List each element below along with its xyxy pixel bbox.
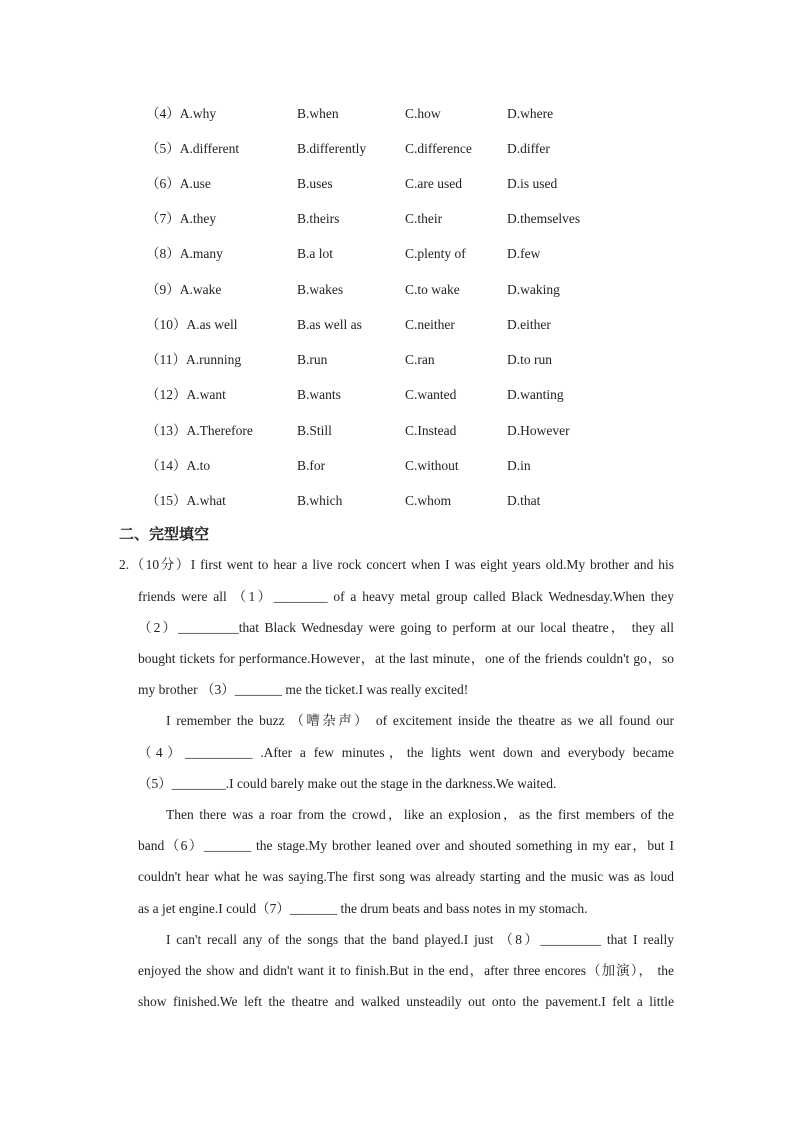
option-c: C.whom [405, 493, 452, 508]
option-a: （4）A.why [146, 106, 217, 121]
option-row-8 [0, 243, 794, 265]
option-row-9 [0, 279, 794, 301]
passage-line: couldn't hear what he was saying.The first song was already starting and the music was as loud [138, 869, 674, 884]
option-row-12 [0, 384, 794, 406]
option-a: （10）A.as well [146, 317, 238, 332]
passage-line: I can't recall any of the songs that the band played.I just （8）_________ that I really [166, 932, 674, 947]
passage-line: （4）__________ .After a few minutes，the lights went down and everybody became [138, 745, 674, 760]
option-d: D.However [507, 423, 570, 438]
option-a: （7）A.they [146, 211, 217, 226]
option-a: （15）A.what [146, 493, 226, 508]
option-c: C.neither [405, 317, 455, 332]
option-c: C.without [405, 458, 459, 473]
option-c: C.plenty of [405, 246, 466, 261]
option-c: C.Instead [405, 423, 457, 438]
passage-line: band（6）_______ the stage.My brother leaned over and shouted something in my ear，but I [138, 838, 674, 853]
option-row-6 [0, 173, 794, 195]
passage-line: my brother （3）_______ me the ticket.I was really excited! [138, 682, 469, 697]
option-c: C.to wake [405, 282, 460, 297]
option-row-4 [0, 103, 794, 125]
passage-line: bought tickets for performance.However，at the last minute，one of the friends couldn't go，so [138, 651, 674, 666]
option-d: D.in [507, 458, 531, 473]
option-b: B.differently [297, 141, 367, 156]
option-row-5 [0, 138, 794, 160]
option-b: B.uses [297, 176, 333, 191]
option-b: B.run [297, 352, 328, 367]
option-b: B.for [297, 458, 326, 473]
option-c: C.ran [405, 352, 435, 367]
option-a: （9）A.wake [146, 282, 222, 297]
option-d: D.where [507, 106, 554, 121]
option-row-13 [0, 420, 794, 442]
option-c: C.difference [405, 141, 472, 156]
option-row-11 [0, 349, 794, 371]
option-d: D.that [507, 493, 541, 508]
passage-line: 2.（10分）I first went to hear a live rock concert when I was eight years old.My brother and his [119, 557, 674, 572]
option-d: D.is used [507, 176, 558, 191]
passage-line: as a jet engine.I could（7）_______ the drum beats and bass notes in my stomach. [138, 901, 588, 916]
passage-line: I remember the buzz （嘈杂声） of excitement inside the theatre as we all found our [166, 713, 674, 728]
option-a: （13）A.Therefore [146, 423, 253, 438]
option-c: C.how [405, 106, 441, 121]
option-c: C.are used [405, 176, 462, 191]
passage-line: friends were all （1）________ of a heavy metal group called Black Wednesday.When they [138, 589, 674, 604]
option-b: B.Still [297, 423, 332, 438]
passage-line: show finished.We left the theatre and walked unsteadily out onto the pavement.I felt a little [138, 994, 674, 1009]
option-b: B.as well as [297, 317, 362, 332]
option-a: （12）A.want [146, 387, 226, 402]
option-a: （11）A.running [146, 352, 242, 367]
option-b: B.which [297, 493, 343, 508]
option-d: D.waking [507, 282, 560, 297]
option-row-7 [0, 208, 794, 230]
option-row-14 [0, 455, 794, 477]
option-d: D.to run [507, 352, 552, 367]
option-d: D.themselves [507, 211, 581, 226]
passage-line: （5）________.I could barely make out the stage in the darkness.We waited. [138, 776, 557, 791]
passage-line: （2）_________that Black Wednesday were going to perform at our local theatre， they all [138, 620, 674, 635]
option-row-10 [0, 314, 794, 336]
option-d: D.differ [507, 141, 550, 156]
passage-line: enjoyed the show and didn't want it to finish.But in the end，after three encores（加演）， the [138, 963, 674, 978]
option-a: （14）A.to [146, 458, 211, 473]
option-b: B.a lot [297, 246, 333, 261]
option-d: D.few [507, 246, 541, 261]
option-d: D.either [507, 317, 551, 332]
option-a: （6）A.use [146, 176, 211, 191]
option-c: C.their [405, 211, 443, 226]
option-c: C.wanted [405, 387, 457, 402]
option-a: （5）A.different [146, 141, 240, 156]
option-a: （8）A.many [146, 246, 223, 261]
option-b: B.when [297, 106, 339, 121]
section-title: 二、完型填空 [119, 525, 210, 543]
passage-line: Then there was a roar from the crowd，like an explosion，as the first members of the [166, 807, 674, 822]
option-b: B.wants [297, 387, 341, 402]
option-row-15 [0, 490, 794, 512]
option-b: B.wakes [297, 282, 344, 297]
option-b: B.theirs [297, 211, 340, 226]
option-d: D.wanting [507, 387, 564, 402]
